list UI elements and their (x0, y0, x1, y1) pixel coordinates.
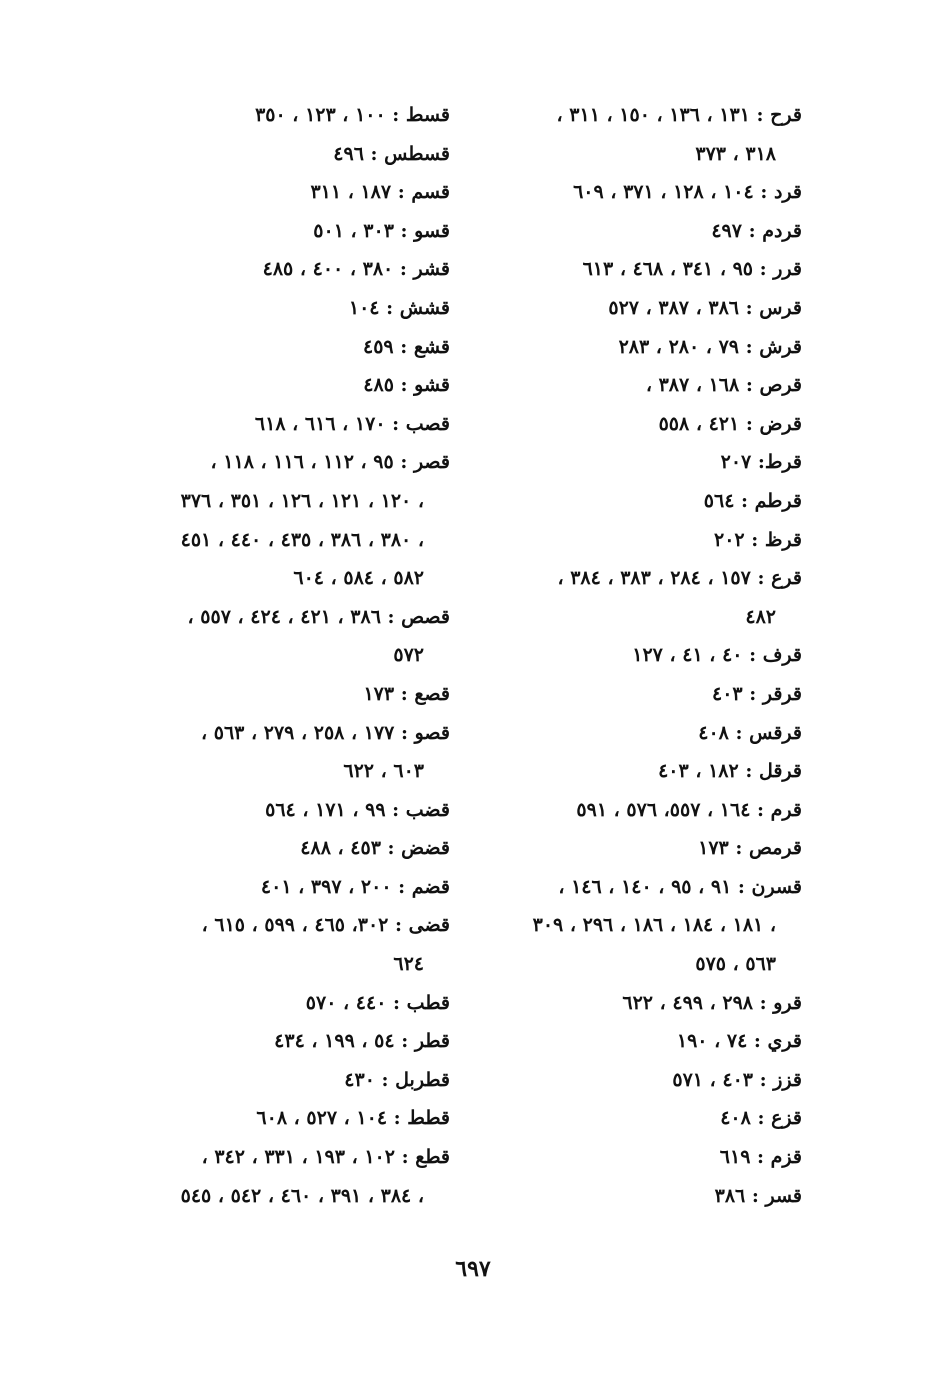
index-entry: قزز : ٤٠٣ ، ٥٧١ (672, 1068, 802, 1091)
index-entry: قسر : ٣٨٦ (714, 1184, 802, 1207)
index-entry: قطب : ٤٤٠ ، ٥٧٠ (305, 991, 450, 1014)
index-entry: قرد : ١٠٤ ، ١٢٨ ، ٣٧١ ، ٦٠٩ (573, 181, 802, 204)
page-number: ٦٩٧ (455, 1256, 491, 1282)
index-entry: قرس : ٣٨٦ ، ٣٨٧ ، ٥٢٧ (608, 296, 802, 319)
index-entry: قطط : ١٠٤ ، ٥٢٧ ، ٦٠٨ (256, 1107, 450, 1130)
index-entry: قضض : ٤٥٣ ، ٤٨٨ (300, 837, 450, 860)
index-entry: قسط : ١٠٠ ، ١٢٣ ، ٣٥٠ (255, 104, 450, 126)
index-entry: قسم : ١٨٧ ، ٣١١ (310, 181, 450, 204)
index-entry: قري : ٧٤ ، ١٩٠ (676, 1030, 802, 1053)
index-entry: قسرن : ٩١ ، ٩٥ ، ١٤٠ ، ١٤٦ ، (558, 875, 802, 898)
index-entry: قرف : ٤٠ ، ٤١ ، ١٢٧ (632, 644, 802, 667)
index-entry: قرقل : ١٨٢ ، ٤٠٣ (658, 760, 802, 783)
index-entry: قرص : ١٦٨ ، ٣٨٧ ، (645, 374, 802, 397)
index-column-right (462, 96, 802, 1215)
index-entry-continuation: ٥٦٣ ، ٥٧٥ (695, 953, 776, 976)
index-column-left (100, 96, 450, 1215)
index-entry: قطع : ١٠٢ ، ١٩٣ ، ٣٣١ ، ٣٤٢ ، (201, 1146, 450, 1169)
index-entry: قزم : ٦١٩ (719, 1146, 802, 1169)
index-entry: قرمص : ١٧٣ (698, 837, 802, 860)
index-entry: قزع : ٤٠٨ (720, 1107, 802, 1130)
index-entry: قرض : ٤٢١ ، ٥٥٨ (658, 412, 802, 435)
index-entry-continuation: ٦٢٤ (393, 953, 424, 976)
index-entry: قسو : ٣٠٣ ، ٥٠١ (313, 219, 450, 242)
index-entry-continuation: ٥٨٢ ، ٥٨٤ ، ٦٠٤ (293, 567, 424, 590)
index-entry: قرقس : ٤٠٨ (698, 721, 802, 744)
index-entry-continuation: ٥٧٢ (393, 644, 424, 667)
index-entry: قشر : ٣٨٠ ، ٤٠٠ ، ٤٨٥ (262, 258, 450, 281)
index-entry: قرح : ١٣١ ، ١٣٦ ، ١٥٠ ، ٣١١ ، (556, 104, 802, 126)
index-entry: قرقر : ٤٠٣ (712, 682, 802, 705)
index-entry-continuation: ٣١٨ ، ٣٧٣ (695, 142, 776, 165)
index-entry: قرو : ٢٩٨ ، ٤٩٩ ، ٦٢٢ (622, 991, 802, 1014)
index-entry: قضب : ٩٩ ، ١٧١ ، ٥٦٤ (265, 798, 450, 821)
index-entry: قرع : ١٥٧ ، ٢٨٤ ، ٣٨٣ ، ٣٨٤ ، (557, 567, 802, 590)
index-entry-continuation: ٣٨٠ ، ٣٨٦ ، ٤٣٥ ، ٤٤٠ ، ٤٥١ ، (180, 528, 424, 551)
index-entry-continuation: ١٢٠ ، ١٢١ ، ١٢٦ ، ٣٥١ ، ٣٧٦ ، (180, 489, 424, 512)
index-entry: قصص : ٣٨٦ ، ٤٢١ ، ٤٢٤ ، ٥٥٧ ، (187, 605, 450, 628)
index-entry: قصع : ١٧٣ (363, 682, 450, 705)
index-entry: قردم : ٤٩٧ (711, 219, 802, 242)
index-entry: قضى : ٣٠٢، ٤٦٥ ، ٥٩٩ ، ٦١٥ ، (201, 914, 450, 937)
index-entry: قصر : ٩٥ ، ١١٢ ، ١١٦ ، ١١٨ ، (210, 451, 450, 474)
index-entry: قرش : ٧٩ ، ٢٨٠ ، ٢٨٣ (618, 335, 802, 358)
index-entry-continuation: ١٨١ ، ١٨٤ ، ١٨٦ ، ٢٩٦ ، ٣٠٩ ، (532, 914, 776, 937)
index-entry: قشش : ١٠٤ (348, 296, 450, 319)
index-entry: قطر : ٥٤ ، ١٩٩ ، ٤٣٤ (274, 1030, 450, 1053)
index-entry: قرطم : ٥٦٤ (703, 489, 802, 512)
index-entry: قشع : ٤٥٩ (362, 335, 450, 358)
index-entry: قرظ : ٢٠٢ (713, 528, 802, 551)
index-entry: قرط: ٢٠٧ (720, 451, 802, 474)
index-entry: قضم : ٢٠٠ ، ٣٩٧ ، ٤٠١ (260, 875, 450, 898)
index-entry: قطربل : ٤٣٠ (344, 1068, 450, 1091)
index-entry: قرر : ٩٥ ، ٣٤١ ، ٤٦٨ ، ٦١٣ (582, 258, 802, 281)
index-entry: قصو : ١٧٧ ، ٢٥٨ ، ٢٧٩ ، ٥٦٣ ، (201, 721, 450, 744)
index-entry-continuation: ٦٠٣ ، ٦٢٢ (343, 760, 424, 783)
index-entry: قسطس : ٤٩٦ (333, 142, 450, 165)
index-entry: قشو : ٤٨٥ (363, 374, 450, 397)
index-entry: قرم : ١٦٤ ، ٥٥٧، ٥٧٦ ، ٥٩١ (576, 798, 802, 821)
index-entry-continuation: ٤٨٢ (745, 605, 776, 628)
index-entry: قصب : ١٧٠ ، ٦١٦ ، ٦١٨ (254, 412, 450, 435)
index-entry-continuation: ٣٨٤ ، ٣٩١ ، ٤٦٠ ، ٥٤٢ ، ٥٤٥ ، (180, 1184, 424, 1207)
